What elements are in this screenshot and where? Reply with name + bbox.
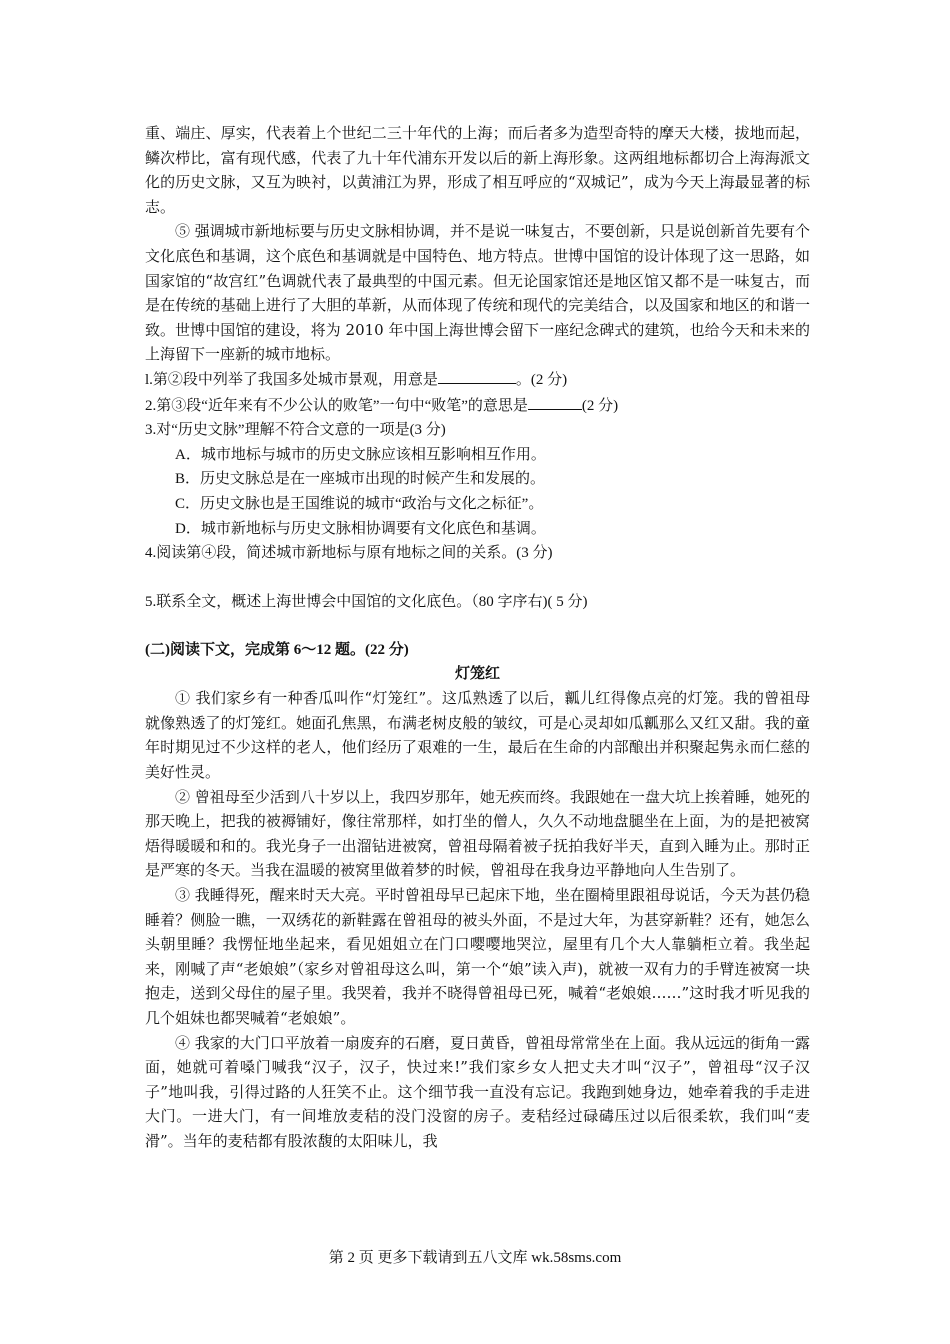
section-heading: (二)阅读下文，完成第 6～12 题。(22 分) <box>145 642 409 659</box>
passage-paragraph-5: ⑤ 强调城市新地标要与历史文脉相协调，并不是说一味复古，不要创新，只是说创新首先要有个文化底色和基调，这个底色和基调就是中国特色、地方特点。世博中国馆的设计体现了这一思路，如国家馆的“故宫红”色调就代表了最典型的中国元素。但无论国家馆还是地区馆又都不是一味复古，而是在传统的基础上进行了大胆的革新，从而体现了传统和现代的完美结合，以及国家和地区的和谐一致。世博中国馆的建设，将为 2010 年中国上海世博会留下一座纪念碑式的建筑，也给今天和未来的上海留下一座新的城市地标。 <box>145 222 810 364</box>
answer-space <box>145 614 810 638</box>
question-5: 5.联系全文，概述上海世博会中国馆的文化底色。（80 字序右)( 5 分) <box>145 593 588 610</box>
page-footer: 第 2 页 更多下载请到五八文库 wk.58sms.com <box>328 1250 622 1266</box>
question-3: 3.对“历史文脉”理解不符合文意的一项是(3 分) <box>145 422 446 439</box>
question-3-option-d: D．城市新地标与历史文脉相协调要有文化底色和基调。 <box>175 520 546 537</box>
answer-space <box>145 566 810 590</box>
article-paragraph-2: ② 曾祖母至少活到八十岁以上，我四岁那年，她无疾而终。我跟她在一盘大坑上挨着睡，她死的那天晚上，把我的被褥铺好，像往常那样，如打坐的僧人，久久不动地盘腿坐在上面，为的是把被窝焐得暖暖和和的。我光身子一出溜钻进被窝，曾祖母隔着被子抚拍我好半天，直到入睡为止。那时正是严寒的冬天。当我在温暖的被窝里做着梦的时候，曾祖母在我身边平静地向人生告别了。 <box>145 787 810 880</box>
answer-blank-2[interactable] <box>528 393 582 410</box>
answer-blank-1[interactable] <box>438 367 516 384</box>
question-3-option-a: A．城市地标与城市的历史文脉应该相互影响相互作用。 <box>175 446 546 463</box>
document-page <box>145 121 810 1154</box>
question-2-text: 2.第③段“近年来有不少公认的败笔”一句中“败笔”的意思是 <box>145 397 528 414</box>
article-paragraph-4: ④ 我家的大门口平放着一扇废弃的石磨，夏日黄昏，曾祖母常常坐在上面。我从远远的街角一露面，她就可着嗓门喊我“汉子，汉子，快过来!”我们家乡女人把丈夫才叫“汉子”，曾祖母“汉子汉子”地叫我，引得过路的人狂笑不止。这个细节我一直没有忘记。我跑到她身边，她牵着我的手走进大门。一进大门，有一间堆放麦秸的没门没窗的房子。麦秸经过碌碡压过以后很柔软，我们叫“麦滑”。当年的麦秸都有股浓馥的太阳味儿，我 <box>145 1033 810 1150</box>
article-title: 灯笼红 <box>454 666 500 683</box>
question-1 <box>145 367 810 393</box>
question-1-text: l.第②段中列举了我国多处城市景观，用意是 <box>145 371 438 388</box>
question-4: 4.阅读第④段，简述城市新地标与原有地标之间的关系。(3 分) <box>145 545 553 562</box>
question-3-option-b: B．历史文脉总是在一座城市出现的时候产生和发展的。 <box>175 471 546 488</box>
question-2 <box>145 393 810 419</box>
question-2-points: (2 分) <box>581 397 619 414</box>
question-1-points: 。(2 分) <box>515 371 568 388</box>
passage-continuation: 重、端庄、厚实，代表着上个世纪二三十年代的上海；而后者多为造型奇特的摩天大楼，拔地而起，鳞次栉比，富有现代感，代表了九十年代浦东开发以后的新上海形象。这两组地标都切合上海海派文化的历史文脉，又互为映衬，以黄浦江为界，形成了相互呼应的“双城记”，成为今天上海最显著的标志。 <box>145 124 810 216</box>
article-paragraph-1: ① 我们家乡有一种香瓜叫作“灯笼红”。这瓜熟透了以后，瓤儿红得像点亮的灯笼。我的曾祖母就像熟透了的灯笼红。她面孔焦黑，布满老树皮般的皱纹，可是心灵却如瓜瓤那么又红又甜。我的童年时期见过不少这样的老人，他们经历了艰难的一生，最后在生命的内部酿出并积聚起隽永而仁慈的美好性灵。 <box>145 689 810 782</box>
article-paragraph-3: ③ 我睡得死，醒来时天大亮。平时曾祖母早已起床下地，坐在圈椅里跟祖母说话，今天为甚仍稳睡着？侧脸一瞧，一双绣花的新鞋露在曾祖母的被头外面，不是过大年，为甚穿新鞋？还有，她怎么头朝里睡？我愣怔地坐起来，看见姐姐立在门口嘤嘤地哭泣，屋里有几个大人靠躺柜立着。我坐起来，刚喊了声“老娘娘”（家乡对曾祖母这么叫，第一个“娘”读入声)，就被一双有力的手臂连被窝一块抱走，送到父母住的屋子里。我哭着，我并不晓得曾祖母已死，喊着“老娘娘……”这时我才听见我的几个姐妹也都哭喊着“老娘娘”。 <box>145 886 810 1027</box>
question-3-option-c: C．历史文脉也是王国维说的城市“政治与文化之标征”。 <box>175 495 544 512</box>
